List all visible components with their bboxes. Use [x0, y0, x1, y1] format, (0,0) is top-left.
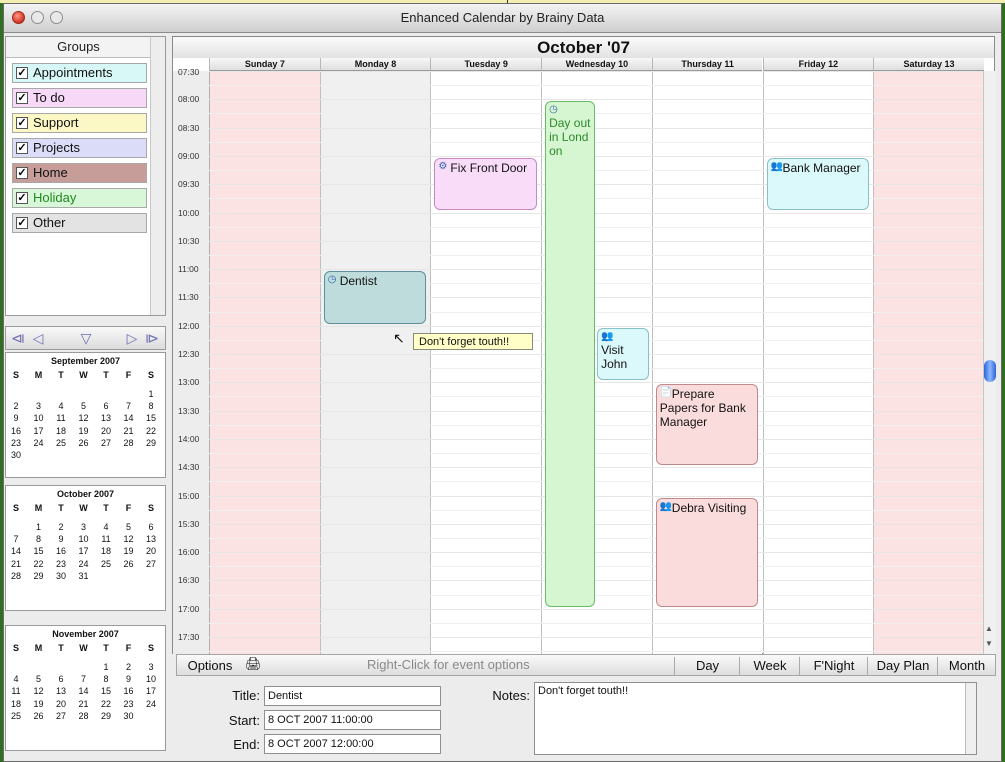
- checkbox-checked-icon[interactable]: ✓: [17, 192, 27, 204]
- mini-calendar-day[interactable]: 20: [145, 546, 156, 557]
- view-button[interactable]: Month: [937, 657, 996, 675]
- groups-panel: [5, 36, 166, 316]
- prev-month-icon[interactable]: ◁: [32, 330, 44, 346]
- mini-calendar-title: September 2007: [50, 356, 121, 366]
- mini-calendar-day[interactable]: 19: [78, 425, 89, 436]
- group-item[interactable]: [12, 63, 147, 83]
- mini-calendar-day[interactable]: 7: [80, 674, 86, 685]
- time-label: 12:00: [178, 320, 200, 331]
- mini-calendar-day[interactable]: 26: [33, 710, 44, 721]
- mini-calendar-day[interactable]: 21: [10, 558, 21, 569]
- hour-gridline: [209, 439, 984, 440]
- mini-calendar-day[interactable]: 1: [103, 662, 109, 672]
- mini-calendar-day[interactable]: 17: [145, 686, 156, 697]
- mini-calendar-day[interactable]: 28: [10, 570, 21, 581]
- day-header[interactable]: Saturday 13: [873, 58, 984, 71]
- mini-calendar-day[interactable]: 7: [125, 401, 131, 412]
- group-item[interactable]: [12, 138, 147, 158]
- weekday-label: S: [12, 643, 19, 653]
- mini-calendar-day[interactable]: 18: [55, 425, 66, 436]
- mini-calendar-day[interactable]: 23: [55, 558, 66, 569]
- end-field[interactable]: 8 OCT 2007 12:00:00: [264, 734, 441, 754]
- print-icon[interactable]: 🖨: [245, 656, 262, 671]
- group-item[interactable]: [12, 163, 147, 183]
- mini-calendar-day[interactable]: 15: [33, 546, 44, 557]
- time-label: 16:30: [178, 575, 200, 586]
- mini-calendar-day[interactable]: 29: [145, 437, 156, 448]
- group-item[interactable]: [12, 113, 147, 133]
- time-label: 09:30: [178, 179, 200, 190]
- start-field[interactable]: 8 OCT 2007 11:00:00: [264, 710, 441, 730]
- mini-calendar-day[interactable]: 22: [33, 558, 44, 569]
- event-title: Visit John: [601, 342, 628, 371]
- mini-calendar-day[interactable]: 14: [78, 686, 89, 697]
- quarter-gridline: [209, 453, 984, 454]
- group-label: Support: [33, 115, 79, 130]
- calendar-event[interactable]: [434, 158, 537, 211]
- mini-calendar-day[interactable]: 28: [78, 710, 89, 721]
- quarter-gridline: [209, 396, 984, 397]
- last-month-icon[interactable]: ⧐: [145, 330, 159, 346]
- people-icon: 👥: [601, 330, 614, 342]
- calendar-event[interactable]: [656, 384, 759, 465]
- mini-calendar-day[interactable]: 16: [55, 546, 66, 557]
- mini-calendar-day[interactable]: 13: [55, 686, 66, 697]
- quarter-gridline: [209, 425, 984, 426]
- mini-calendar-day[interactable]: 2: [125, 662, 131, 672]
- mini-calendar-day[interactable]: 12: [78, 413, 89, 424]
- calendar-event[interactable]: [545, 101, 595, 606]
- weekday-label: S: [147, 370, 154, 380]
- notes-text: Don't forget touth!!: [538, 685, 629, 697]
- people-icon: 👥: [659, 500, 673, 512]
- toolbar-hint: Right-Click for event options: [367, 657, 530, 672]
- mouse-cursor-icon: ↖: [393, 330, 405, 346]
- group-label: Home: [33, 165, 68, 180]
- mini-calendar-day[interactable]: 28: [123, 437, 134, 448]
- weekday-label: S: [147, 643, 154, 653]
- weekday-label: S: [12, 503, 19, 513]
- calendar-toolbar: [176, 654, 996, 676]
- mini-calendar-day[interactable]: 23: [123, 698, 134, 709]
- mini-calendar-day[interactable]: 1: [148, 389, 154, 399]
- event-tooltip: Don't forget touth!!: [413, 333, 533, 350]
- time-label: 13:00: [178, 377, 200, 388]
- quarter-gridline: [209, 623, 984, 624]
- weekday-label: S: [147, 503, 154, 513]
- weekday-label: M: [34, 503, 43, 513]
- mini-calendar-day[interactable]: 10: [33, 413, 44, 424]
- mini-calendar-day[interactable]: 6: [103, 401, 109, 412]
- group-label: Other: [33, 215, 66, 230]
- time-label: 17:00: [178, 603, 200, 614]
- window-title: Enhanced Calendar by Brainy Data: [400, 10, 605, 25]
- group-label: To do: [33, 90, 65, 105]
- mini-calendar-day[interactable]: 25: [100, 558, 111, 569]
- mini-calendar-day[interactable]: 13: [100, 413, 111, 424]
- day-header[interactable]: Monday 8: [320, 58, 431, 71]
- hour-gridline: [209, 213, 984, 214]
- mini-calendar-day[interactable]: 9: [125, 674, 131, 685]
- start-label: Start:: [228, 713, 260, 728]
- people-icon: 👥: [770, 160, 783, 172]
- view-button[interactable]: F'Night: [799, 657, 868, 675]
- hour-gridline: [209, 128, 984, 129]
- calendar-vertical-scrollbar[interactable]: [983, 71, 996, 654]
- weekday-label: T: [103, 370, 109, 380]
- weekday-label: M: [34, 643, 43, 653]
- groups-header: Groups: [6, 37, 151, 58]
- group-label: Holiday: [33, 190, 77, 205]
- calendar-scroll-thumb[interactable]: [984, 360, 996, 382]
- mini-calendar-day[interactable]: 14: [123, 413, 134, 424]
- time-label: 17:30: [178, 632, 200, 642]
- quarter-gridline: [209, 595, 984, 596]
- hour-gridline: [209, 411, 984, 412]
- mini-calendar-day[interactable]: 25: [10, 710, 21, 721]
- time-label: 14:00: [178, 433, 200, 444]
- mini-calendar-day[interactable]: 10: [78, 534, 89, 545]
- weekday-label: T: [103, 503, 109, 513]
- hour-gridline: [209, 580, 984, 581]
- quarter-gridline: [209, 538, 984, 539]
- mini-calendar-day[interactable]: 20: [100, 425, 111, 436]
- first-month-icon[interactable]: ⧏: [11, 330, 25, 346]
- mini-calendar-day[interactable]: 3: [148, 662, 154, 672]
- mini-calendar-day[interactable]: 30: [55, 570, 66, 581]
- groups-scrollbar[interactable]: [150, 37, 165, 315]
- time-label: 10:30: [178, 235, 200, 246]
- mini-calendar-day[interactable]: 18: [100, 546, 111, 557]
- event-title: Fix Front Door: [450, 160, 528, 175]
- mini-calendar-day[interactable]: 16: [123, 686, 134, 697]
- event-title: Debra Visiting: [671, 500, 747, 515]
- mini-calendar-day[interactable]: 13: [145, 534, 156, 545]
- time-column: [173, 67, 210, 654]
- hour-gridline: [209, 467, 984, 468]
- mini-calendar-day[interactable]: 15: [145, 413, 156, 424]
- mini-calendar-day[interactable]: 21: [123, 425, 134, 436]
- quarter-gridline: [209, 113, 984, 114]
- mini-calendar-day[interactable]: 19: [33, 698, 44, 709]
- options-button[interactable]: Options: [187, 658, 233, 673]
- checkbox-checked-icon[interactable]: ✓: [17, 67, 27, 79]
- checkbox-checked-icon[interactable]: ✓: [17, 167, 27, 179]
- time-label: 08:00: [178, 94, 200, 105]
- mini-calendar-day[interactable]: 19: [123, 546, 134, 557]
- time-label: 12:30: [178, 349, 200, 359]
- checkbox-checked-icon[interactable]: ✓: [17, 142, 27, 154]
- view-button[interactable]: Day Plan: [867, 657, 938, 675]
- calendar-month-title: October '07: [173, 37, 994, 58]
- mini-calendar-day[interactable]: 2: [58, 522, 64, 532]
- mini-calendar-day[interactable]: 7: [13, 534, 19, 545]
- quarter-gridline: [209, 227, 984, 228]
- event-title: Day out in Lond on: [549, 116, 591, 159]
- quarter-gridline: [209, 142, 984, 143]
- mini-calendar-day[interactable]: 12: [33, 686, 44, 697]
- week-calendar: [172, 36, 995, 654]
- hour-gridline: [209, 326, 984, 327]
- mini-calendar-day[interactable]: 4: [58, 401, 64, 412]
- mini-calendar-day[interactable]: 22: [100, 698, 111, 709]
- mini-calendar-title: October 2007: [56, 489, 115, 499]
- time-label: 08:30: [178, 122, 200, 133]
- group-item[interactable]: [12, 188, 147, 208]
- hour-gridline: [209, 609, 984, 610]
- mini-calendar-day[interactable]: 24: [78, 558, 89, 569]
- mini-calendar-day[interactable]: 18: [10, 698, 21, 709]
- mini-calendar-day[interactable]: 31: [78, 570, 89, 581]
- mini-calendar-day[interactable]: 6: [148, 522, 154, 532]
- mini-calendar-day[interactable]: 12: [123, 534, 134, 545]
- time-label: 16:00: [178, 547, 200, 558]
- mini-calendar-day[interactable]: 6: [58, 674, 64, 685]
- quarter-gridline: [209, 481, 984, 482]
- paper-icon: 📄: [659, 387, 673, 399]
- mini-calendar-day[interactable]: 11: [56, 413, 66, 424]
- mini-calendar-day[interactable]: 29: [33, 570, 44, 581]
- weekday-label: F: [125, 643, 132, 653]
- mini-calendar-day[interactable]: 5: [80, 401, 86, 412]
- weekday-label: W: [79, 643, 88, 653]
- scroll-down-icon[interactable]: ▼: [985, 639, 993, 648]
- time-label: 14:30: [178, 462, 200, 473]
- mini-calendar-nav: [5, 326, 166, 350]
- mini-calendar-day[interactable]: 26: [123, 558, 134, 569]
- end-label: End:: [233, 737, 260, 752]
- time-label: 11:30: [178, 292, 199, 303]
- weekday-label: F: [125, 503, 132, 513]
- mini-calendar: [5, 625, 166, 751]
- mini-calendar-title: November 2007: [52, 629, 119, 639]
- quarter-gridline: [209, 566, 984, 567]
- mini-calendar-day[interactable]: 11: [101, 534, 111, 545]
- weekday-label: M: [34, 370, 43, 380]
- quarter-gridline: [209, 651, 984, 652]
- mini-calendar-day[interactable]: 30: [10, 450, 21, 460]
- mini-calendar-day[interactable]: 25: [55, 437, 66, 448]
- mini-calendar-day[interactable]: 30: [123, 710, 134, 721]
- hour-gridline: [209, 241, 984, 242]
- mini-calendar-day[interactable]: 14: [10, 546, 21, 557]
- quarter-gridline: [209, 510, 984, 511]
- event-title: Bank Manager: [782, 160, 861, 175]
- weekday-label: W: [79, 370, 88, 380]
- hour-gridline: [209, 382, 984, 383]
- mini-calendar-day[interactable]: 24: [145, 698, 156, 709]
- time-label: 11:00: [178, 264, 199, 275]
- weekday-label: F: [125, 370, 132, 380]
- title-label: Title:: [232, 688, 260, 703]
- mini-calendar-day[interactable]: 23: [10, 437, 21, 448]
- mini-calendar-day[interactable]: 10: [145, 674, 156, 685]
- mini-calendar-day[interactable]: 17: [33, 425, 44, 436]
- time-label: 13:30: [178, 405, 200, 416]
- weekday-label: T: [58, 370, 64, 380]
- mini-calendar-day[interactable]: 8: [148, 401, 154, 412]
- next-month-icon[interactable]: ▷: [126, 330, 138, 346]
- mini-calendar-day[interactable]: 27: [100, 437, 111, 448]
- mini-calendar-day[interactable]: 17: [78, 546, 89, 557]
- checkbox-checked-icon[interactable]: ✓: [17, 92, 27, 104]
- clock-icon: ◷: [327, 274, 337, 286]
- hour-gridline: [209, 524, 984, 525]
- day-header[interactable]: Friday 12: [763, 58, 874, 71]
- mini-calendar-day[interactable]: 11: [11, 686, 21, 697]
- title-bar: [4, 4, 1001, 33]
- mini-calendar-day[interactable]: 27: [145, 558, 156, 569]
- mini-calendar-day[interactable]: 21: [78, 698, 89, 709]
- hour-gridline: [209, 496, 984, 497]
- mini-calendar-day[interactable]: 9: [13, 413, 19, 424]
- mini-calendar-day[interactable]: 20: [55, 698, 66, 709]
- time-label: 15:00: [178, 490, 200, 501]
- mini-calendar-day[interactable]: 2: [13, 401, 19, 412]
- time-label: 15:30: [178, 518, 200, 529]
- view-button[interactable]: Day: [674, 657, 740, 675]
- scroll-up-icon[interactable]: ▲: [985, 624, 993, 633]
- hour-gridline: [209, 156, 984, 157]
- mini-calendar-day[interactable]: 4: [13, 674, 19, 685]
- clock-icon: ◷: [549, 104, 558, 116]
- weekday-label: T: [58, 643, 64, 653]
- checkbox-checked-icon[interactable]: ✓: [17, 217, 27, 229]
- mini-calendar-day[interactable]: 3: [80, 522, 86, 532]
- notes-scrollbar[interactable]: [965, 683, 976, 754]
- day-header[interactable]: Thursday 11: [652, 58, 763, 71]
- weekday-label: T: [58, 503, 64, 513]
- view-button[interactable]: Week: [739, 657, 800, 675]
- time-label: 10:00: [178, 207, 200, 218]
- calendar-event[interactable]: [656, 498, 759, 607]
- group-label: Appointments: [33, 65, 113, 80]
- hour-gridline: [209, 269, 984, 270]
- calendar-event[interactable]: [597, 328, 649, 381]
- time-label: 07:30: [178, 67, 200, 77]
- event-title: Dentist: [339, 274, 378, 289]
- mini-calendar-day[interactable]: 16: [10, 425, 21, 436]
- group-item[interactable]: [12, 213, 147, 233]
- group-item[interactable]: [12, 88, 147, 108]
- weekday-label: T: [103, 643, 109, 653]
- mini-calendar-day[interactable]: 27: [55, 710, 66, 721]
- event-title: Prepare Papers for Bank Manager: [659, 387, 746, 430]
- calendar-event[interactable]: [324, 271, 427, 324]
- quarter-gridline: [209, 255, 984, 256]
- day-header[interactable]: Tuesday 9: [430, 58, 541, 71]
- mini-calendar-day[interactable]: 4: [103, 522, 109, 532]
- notes-field[interactable]: [534, 682, 977, 755]
- mini-calendar-day[interactable]: 1: [35, 522, 41, 532]
- hour-gridline: [209, 71, 984, 72]
- day-header[interactable]: Sunday 7: [209, 58, 320, 71]
- hour-gridline: [209, 99, 984, 100]
- title-field[interactable]: Dentist: [264, 686, 441, 706]
- time-label: 09:00: [178, 150, 200, 161]
- weekday-label: S: [12, 370, 19, 380]
- gear-icon: ⚙: [438, 160, 448, 172]
- today-dropdown-icon[interactable]: ▽: [80, 330, 92, 346]
- checkbox-checked-icon[interactable]: ✓: [17, 117, 27, 129]
- mini-calendar-day[interactable]: 15: [100, 686, 111, 697]
- mini-calendar-day[interactable]: 5: [35, 674, 41, 685]
- mini-calendar-day[interactable]: 8: [35, 534, 41, 545]
- mini-calendar-day[interactable]: 5: [125, 522, 131, 532]
- mini-calendar-day[interactable]: 8: [103, 674, 109, 685]
- mini-calendar: [5, 352, 166, 478]
- mini-calendar-day[interactable]: 24: [33, 437, 44, 448]
- mini-calendar-day[interactable]: 26: [78, 437, 89, 448]
- mini-calendar: [5, 485, 166, 611]
- mini-calendar-day[interactable]: 29: [100, 710, 111, 721]
- mini-calendar-day[interactable]: 3: [35, 401, 41, 412]
- day-header[interactable]: Wednesday 10: [541, 58, 652, 71]
- hour-gridline: [209, 637, 984, 638]
- hour-gridline: [209, 552, 984, 553]
- quarter-gridline: [209, 85, 984, 86]
- calendar-event[interactable]: [767, 158, 870, 211]
- group-label: Projects: [33, 140, 80, 155]
- mini-calendar-day[interactable]: 22: [145, 425, 156, 436]
- mini-calendar-day[interactable]: 9: [58, 534, 64, 545]
- weekday-label: W: [79, 503, 88, 513]
- notes-label: Notes:: [492, 688, 530, 703]
